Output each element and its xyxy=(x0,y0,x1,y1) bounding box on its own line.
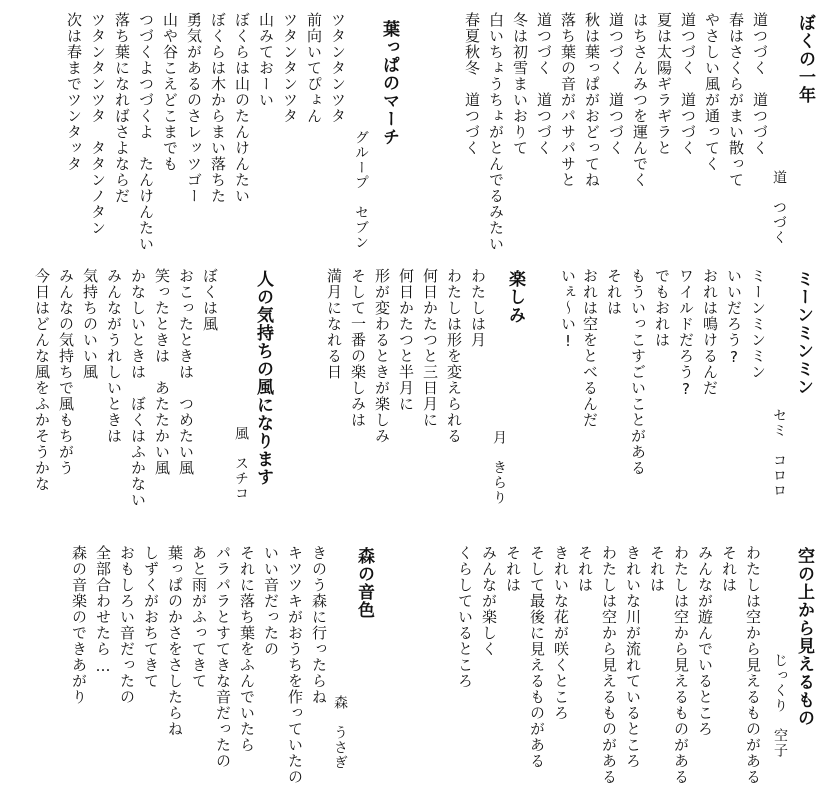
poem-line: ツタンタンツタ xyxy=(329,12,347,124)
poem-line: いい音だったの xyxy=(262,545,280,657)
poem-line: ワイルドだろう? xyxy=(677,268,695,399)
poem-line: それは xyxy=(605,268,623,316)
poem-line: わたしは空から見えるものがある xyxy=(600,545,618,785)
poem-line: 何日かたつと三日月に xyxy=(421,268,439,428)
poem-line: 落ち葉の音がパサパサと xyxy=(559,12,577,188)
poem-line: 今日はどんな風をふかそうかな xyxy=(33,268,51,492)
poem-line: はちさんみつを運んでく xyxy=(631,12,649,188)
poem-line: 冬は初雪まいおりて xyxy=(511,12,529,156)
poem-line: 春夏秋冬 道つづく xyxy=(463,12,481,156)
poem-line: 春はさくらがまい散って xyxy=(727,12,745,188)
poem-line: 気持ちのいい風 xyxy=(81,268,99,380)
poem-title: ミーンミンミン xyxy=(793,270,813,396)
poem-author: 森 うさぎ xyxy=(332,695,348,770)
poem-line: それは xyxy=(504,545,522,593)
poem-line: パラパラとすてきな音だったの xyxy=(214,545,232,769)
poem-line: ぼくらは山のたんけんたい xyxy=(233,12,251,204)
poem-line: 山みておーい xyxy=(257,12,275,108)
poem-line: あと雨がふってきて xyxy=(190,545,208,689)
poem-line: わたしは月 xyxy=(469,268,487,348)
poem-line: 笑ったときは あたたかい風 xyxy=(153,268,171,476)
poem-title: ぼくの一年 xyxy=(795,14,815,104)
poem-line: 白いちょうちょがとんでるみたい xyxy=(487,12,505,252)
poem-line: やさしい風が通ってく xyxy=(703,12,721,172)
poem-line: 道つづく 道つづく xyxy=(607,12,625,156)
poem-line: くらしているところ xyxy=(456,545,474,689)
poem-line: おもしろい音だったの xyxy=(118,545,136,705)
poem-line: それは xyxy=(720,545,738,593)
poem-line: ミーンミンミン xyxy=(749,268,767,380)
poem-line: みんなの気持ちで風もちがう xyxy=(57,268,75,476)
poem-author: グループ セブン xyxy=(353,130,369,250)
poem-line: キツツキがおうちを作っていたの xyxy=(286,545,304,785)
poem-line: 次は春までツンタッタ xyxy=(65,12,83,172)
poem-miin-min-min xyxy=(560,268,835,508)
poem-line: みんながうれしいときは xyxy=(105,268,123,444)
poem-sora-no-ue-kara xyxy=(415,545,835,790)
poem-line: 落ち葉になればさよならだ xyxy=(113,12,131,204)
poem-line: きれいな川が流れているところ xyxy=(624,545,642,769)
poem-line: いいだろう? xyxy=(725,268,743,367)
poem-line: 道つづく 道つづく xyxy=(535,12,553,156)
poem-author: 月 きらり xyxy=(491,430,507,505)
poem-line: 夏は太陽ギラギラと xyxy=(655,12,673,156)
poem-author: 道 つづく xyxy=(771,170,787,245)
poem-line: わたしは空から見えるものがある xyxy=(744,545,762,785)
poem-line: きれいな花が咲くところ xyxy=(552,545,570,721)
poem-line: わたしは空から見えるものがある xyxy=(672,545,690,785)
poem-tanoshimi xyxy=(310,268,535,508)
poem-title: 葉っぱのマーチ xyxy=(379,20,399,146)
poem-mori-no-neiro xyxy=(55,545,385,790)
poem-line: 道つづく 道つづく xyxy=(751,12,769,156)
poem-line: きのう森に行ったらね xyxy=(310,545,328,705)
poem-line: そして最後に見えるものがある xyxy=(528,545,546,769)
poem-author: セミ コロロ xyxy=(771,408,787,498)
poem-hito-no-kimochi-no-kaze xyxy=(18,268,280,508)
poem-line: 葉っぱのかさをさしたらね xyxy=(166,545,184,737)
poem-line: 何日かたつと半月に xyxy=(397,268,415,412)
poem-line: しずくがおちてきて xyxy=(142,545,160,689)
poem-line: いぇ～い! xyxy=(559,268,577,351)
poem-line: ツタンタンツタ xyxy=(281,12,299,124)
poem-line: おれは鳴けるんだ xyxy=(701,268,719,396)
poem-line: ぼくらは木からまい落ちた xyxy=(209,12,227,204)
poem-line: おこったときは つめたい風 xyxy=(177,268,195,476)
poem-line: 秋は葉っぱがおどってね xyxy=(583,12,601,188)
poem-title: 楽しみ xyxy=(505,270,525,324)
poem-line: みんなが遊んでいるところ xyxy=(696,545,714,737)
poem-line: それは xyxy=(648,545,666,593)
poem-line: 勇気があるのさレッツゴー xyxy=(185,12,203,204)
poem-line: おれは空をとべるんだ xyxy=(581,268,599,428)
poem-line: それは xyxy=(576,545,594,593)
poem-line: ツタンタンツタ タタンノタン xyxy=(89,12,107,236)
poem-line: つづくよつづくよ たんけんたい xyxy=(137,12,155,252)
poem-line: 道つづく 道つづく xyxy=(679,12,697,156)
poem-line: 山や谷こえどこまでも xyxy=(161,12,179,172)
poem-title: 人の気持ちの風になります xyxy=(253,270,273,486)
poem-happa-no-march xyxy=(40,12,430,252)
poem-line: それに落ち葉をふんでいたら xyxy=(238,545,256,753)
poem-title: 森の音色 xyxy=(354,547,374,619)
poem-line: 前向いてぴょん xyxy=(305,12,323,124)
poem-line: ぼくは風 xyxy=(201,268,219,332)
poem-author: 風 スチコ xyxy=(233,426,249,501)
poem-title: 空の上から見えるもの xyxy=(794,547,814,727)
poem-line: 全部合わせたら… xyxy=(94,545,112,676)
poem-line: もういっこすごいことがある xyxy=(629,268,647,476)
poem-line: 森の音楽のできあがり xyxy=(70,545,88,705)
poem-line: でもおれは xyxy=(653,268,671,348)
poem-boku-no-ichinen xyxy=(440,12,835,252)
poem-line: わたしは形を変えられる xyxy=(445,268,463,444)
poem-author: じっくり 空子 xyxy=(772,653,788,758)
poem-line: 形が変わるときが楽しみ xyxy=(373,268,391,444)
poem-line: みんなが楽しく xyxy=(480,545,498,657)
poem-line: 満月になれる日 xyxy=(325,268,343,380)
poem-line: かなしいときは ぼくはふかない xyxy=(129,268,147,508)
poem-line: そして一番の楽しみは xyxy=(349,268,367,428)
